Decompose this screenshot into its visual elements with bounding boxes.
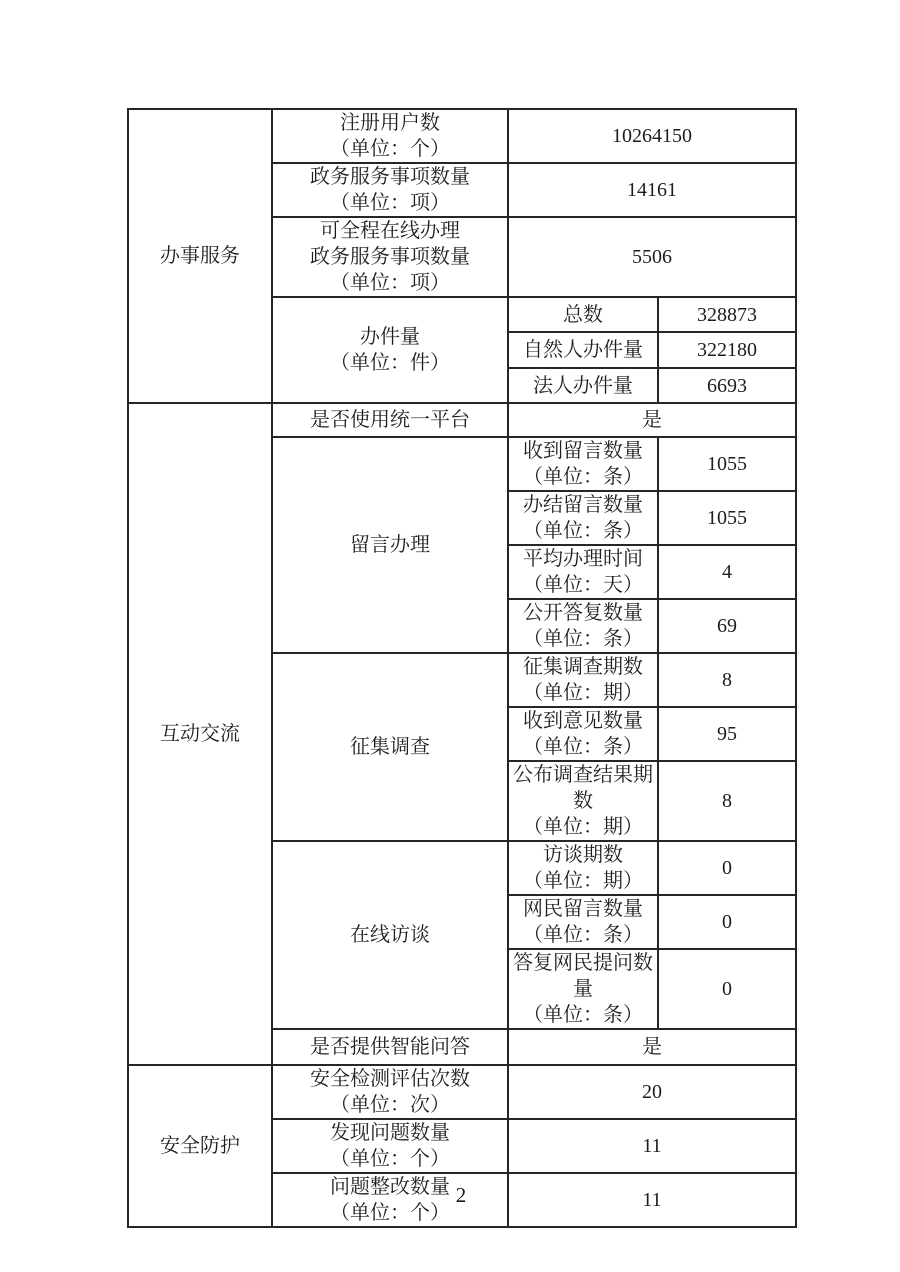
value-cell: 11 <box>508 1119 796 1173</box>
sub-indicator-label: 公布调查结果期数 <box>513 764 653 812</box>
value-cell: 8 <box>658 761 796 841</box>
value-cell: 69 <box>658 599 796 653</box>
indicator-cell: 是否提供智能问答 <box>272 1029 508 1065</box>
value-cell: 6693 <box>658 368 796 403</box>
category-label: 互动交流 <box>160 723 240 745</box>
sub-indicator-unit: （单位：条） <box>523 466 643 488</box>
value-cell: 1055 <box>658 437 796 491</box>
sub-indicator-cell <box>508 545 658 599</box>
sub-indicator-cell <box>508 707 658 761</box>
sub-indicator-cell <box>508 491 658 545</box>
value-cell: 5506 <box>508 217 796 297</box>
value-cell: 328873 <box>658 297 796 332</box>
sub-indicator-label: 收到意见数量 <box>523 710 643 732</box>
indicator-cell <box>272 217 508 297</box>
indicator-label: 办件量 <box>360 326 420 348</box>
sub-indicator-label: 收到留言数量 <box>523 440 643 462</box>
sub-indicator-unit: （单位：期） <box>523 682 643 704</box>
indicator-unit: （单位：件） <box>330 352 450 374</box>
value-cell: 10264150 <box>508 109 796 163</box>
value-cell: 1055 <box>658 491 796 545</box>
indicator-label: 注册用户数 <box>340 112 440 134</box>
value-cell: 0 <box>658 841 796 895</box>
value-cell: 是 <box>508 403 796 437</box>
indicator-unit: （单位：项） <box>330 272 450 294</box>
sub-indicator-unit: （单位：条） <box>523 1004 643 1026</box>
indicator-unit: （单位：项） <box>330 192 450 214</box>
indicator-unit: （单位：个） <box>330 138 450 160</box>
table-row <box>128 403 796 437</box>
sub-indicator-cell: 自然人办件量 <box>508 332 658 368</box>
sub-indicator-unit: （单位：条） <box>523 628 643 650</box>
indicator-label: 可全程在线办理 <box>320 220 460 242</box>
indicator-label: 问题整改数量 <box>330 1176 450 1198</box>
sub-indicator-cell <box>508 895 658 949</box>
indicator-cell <box>272 1065 508 1119</box>
sub-indicator-unit: （单位：条） <box>523 520 643 542</box>
indicator-cell: 留言办理 <box>272 437 508 653</box>
sub-indicator-cell <box>508 949 658 1029</box>
page-number: 2 <box>455 1183 467 1207</box>
sub-indicator-unit: （单位：期） <box>523 816 643 838</box>
value-cell: 14161 <box>508 163 796 217</box>
sub-indicator-cell <box>508 841 658 895</box>
value-cell: 322180 <box>658 332 796 368</box>
indicator-unit: （单位：次） <box>330 1094 450 1116</box>
table-row <box>128 109 796 163</box>
sub-indicator-cell: 法人办件量 <box>508 368 658 403</box>
sub-indicator-label: 办结留言数量 <box>523 494 643 516</box>
sub-indicator-unit: （单位：期） <box>523 870 643 892</box>
sub-indicator-label: 网民留言数量 <box>523 898 643 920</box>
indicator-cell: 征集调查 <box>272 653 508 841</box>
sub-indicator-label: 访谈期数 <box>543 844 623 866</box>
value-cell: 4 <box>658 545 796 599</box>
sub-indicator-label: 公开答复数量 <box>523 602 643 624</box>
category-label: 办事服务 <box>160 245 240 267</box>
value-cell: 20 <box>508 1065 796 1119</box>
category-interaction-cell <box>128 403 272 1065</box>
value-cell: 95 <box>658 707 796 761</box>
value-cell: 0 <box>658 949 796 1029</box>
value-cell: 0 <box>658 895 796 949</box>
table-row <box>128 1065 796 1119</box>
sub-indicator-unit: （单位：条） <box>523 924 643 946</box>
value-cell: 是 <box>508 1029 796 1065</box>
sub-indicator-label: 平均办理时间 <box>523 548 643 570</box>
indicator-label: 发现问题数量 <box>330 1122 450 1144</box>
indicator-label: 政务服务事项数量 <box>310 246 470 268</box>
indicator-cell <box>272 1119 508 1173</box>
category-service-cell <box>128 109 272 403</box>
statistics-table <box>127 108 797 1228</box>
sub-indicator-unit: （单位：条） <box>523 736 643 758</box>
category-label: 安全防护 <box>160 1135 240 1157</box>
indicator-cell: 是否使用统一平台 <box>272 403 508 437</box>
indicator-label: 安全检测评估次数 <box>310 1068 470 1090</box>
sub-indicator-cell <box>508 761 658 841</box>
sub-indicator-cell <box>508 437 658 491</box>
indicator-cell <box>272 109 508 163</box>
sub-indicator-cell <box>508 599 658 653</box>
sub-indicator-cell <box>508 653 658 707</box>
indicator-unit: （单位：个） <box>330 1148 450 1170</box>
value-cell: 8 <box>658 653 796 707</box>
indicator-unit: （单位：个） <box>330 1202 450 1224</box>
sub-indicator-label: 征集调查期数 <box>523 656 643 678</box>
sub-indicator-label: 答复网民提问数量 <box>513 952 653 1000</box>
indicator-label: 政务服务事项数量 <box>310 166 470 188</box>
sub-indicator-unit: （单位：天） <box>523 574 643 596</box>
indicator-cell: 在线访谈 <box>272 841 508 1029</box>
indicator-cell <box>272 297 508 403</box>
value-cell: 11 <box>508 1173 796 1227</box>
sub-indicator-cell: 总数 <box>508 297 658 332</box>
indicator-cell <box>272 163 508 217</box>
